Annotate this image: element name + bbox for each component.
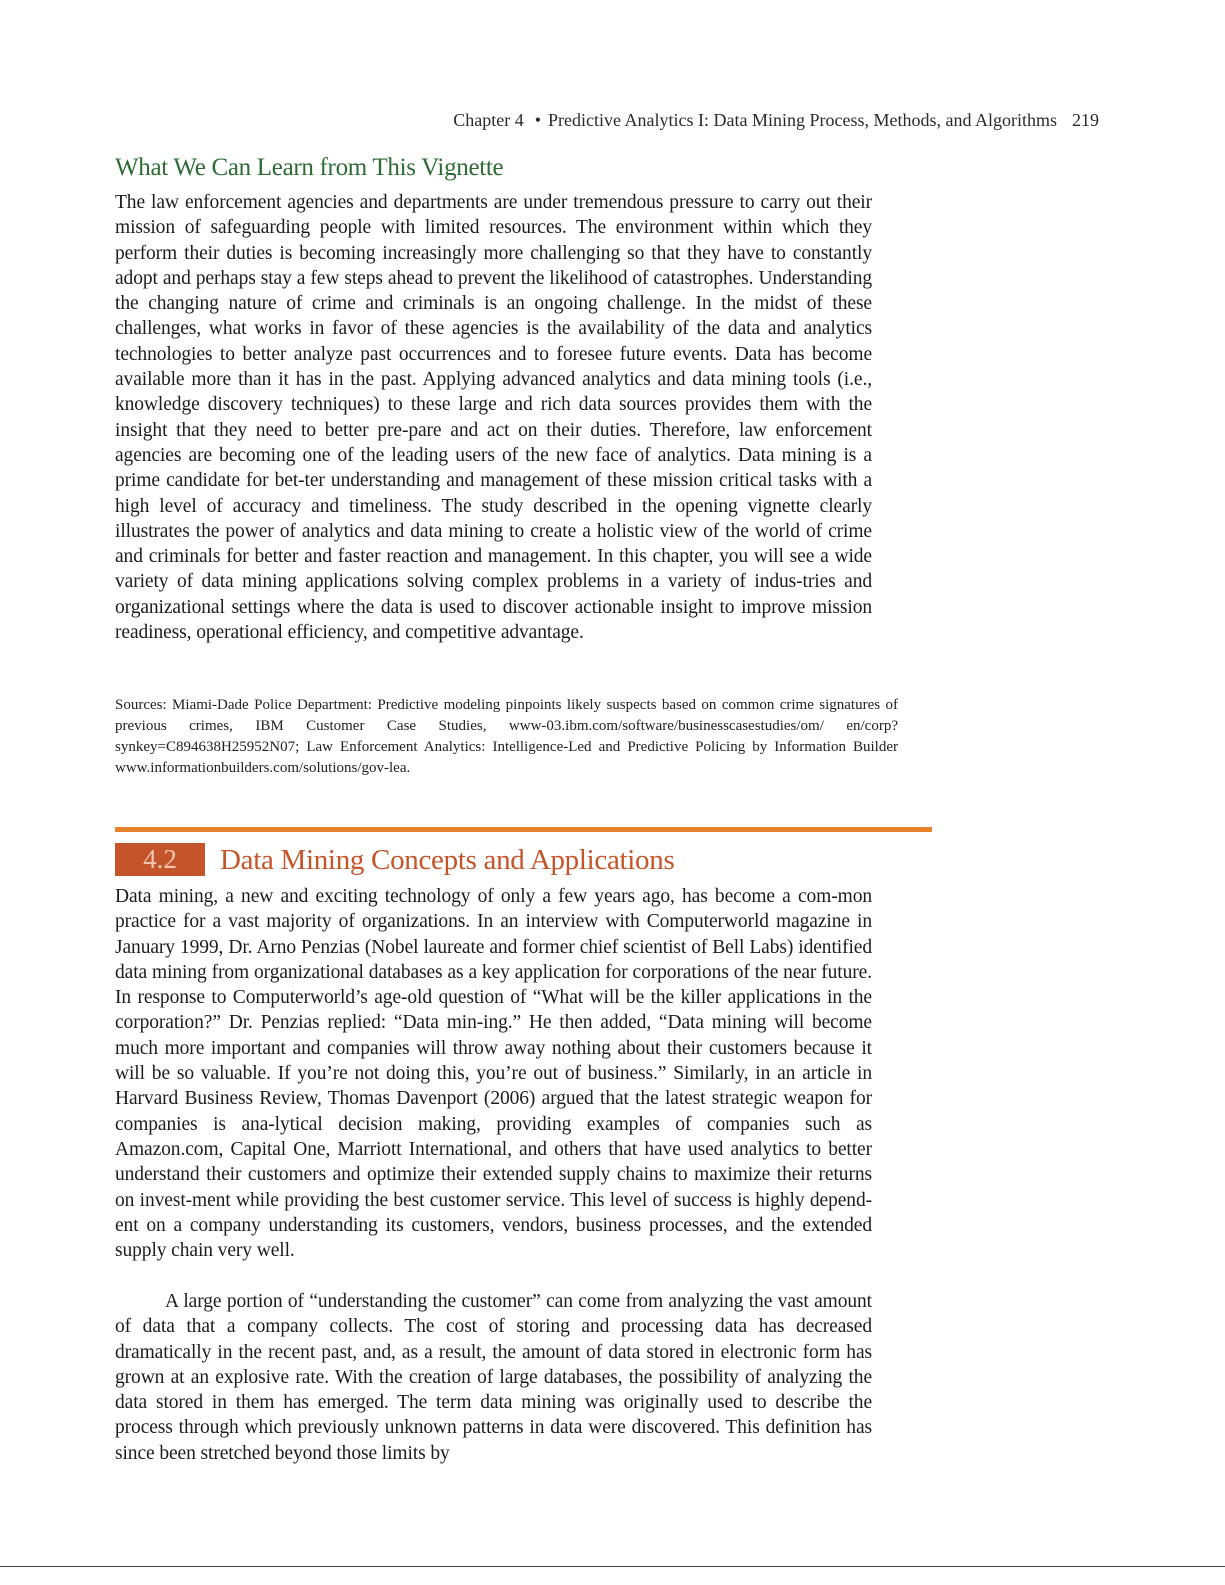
page-number: 219 (1072, 110, 1099, 130)
sources-note: Sources: Miami-Dade Police Department: Predictive modeling pinpoints likely suspects based on common crime signatures of previous crimes, IBM Customer Case Studies, www-03.ibm.com/software/businesscasestudies/om/ en/corp?synkey=C894638H25952N07; Law Enforcement Analytics: Intelligence-Led and Predictive Policing by Information Builder www.informationbuilders.com/solutions/gov-lea. (115, 697, 898, 776)
section-divider (115, 827, 932, 832)
chapter-label: Chapter 4 (453, 110, 524, 130)
section-paragraph-1: Data mining, a new and exciting technology of only a few years ago, has become a com-mon practice for a vast majority of organizations. In an interview with Computerworld magazine in January 1999, Dr. Arno Penzias (Nobel laureate and former chief scientist of Bell Labs) identified data mining from organizational databases as a key application for corporations of the near future. In response to Computerworld’s age-old question of “What will be the killer applications in the corporation?” Dr. Penzias replied: “Data min-ing.” He then added, “Data mining will become much more important and companies will throw away nothing about their customers because it will be so valuable. If you’re not doing this, you’re out of business.” Similarly, in an article in Harvard Business Review, Thomas Davenport (2006) argued that the latest strategic weapon for companies is ana-lytical decision making, providing examples of companies such as Amazon.com, Capital One, Marriott International, and others that have used analytics to better understand their customers and optimize their extended supply chains to maximize their returns on invest-ment while providing the best customer service. This level of success is highly depend-ent on a company understanding its customers, vendors, business processes, and the extended supply chain very well. (115, 886, 872, 1262)
page-bottom-rule (0, 1566, 1225, 1567)
section-title: Data Mining Concepts and Applications (220, 844, 675, 876)
vignette-paragraph: The law enforcement agencies and departments are under tremendous pressure to carry out their mission of safeguarding people with limited resources. The environment within which they perform their duties is becoming increasingly more challenging so that they have to constantly adopt and perhaps stay a few steps ahead to prevent the likelihood of catastrophes. Understanding the changing nature of crime and criminals is an ongoing challenge. In the midst of these challenges, what works in favor of these agencies is the availability of the data and analytics technologies to better analyze past occurrences and to foresee future events. Data has become available more than it has in the past. Applying advanced analytics and data mining tools (i.e., knowledge discovery techniques) to these large and rich data sources provides them with the insight that they need to better pre-pare and act on their duties. Therefore, law enforcement agencies are becoming one of the leading users of the new face of analytics. Data mining is a prime candidate for bet-ter understanding and management of these mission critical tasks with a high level of accuracy and timeliness. The study described in the opening vignette clearly illustrates the power of analytics and data mining to create a holistic view of the world of crime and criminals for better and faster reaction and management. In this chapter, you will see a wide variety of data mining applications solving complex problems in a variety of indus-tries and organizational settings where the data is used to discover actionable insight to improve mission readiness, operational efficiency, and competitive advantage. (115, 192, 872, 644)
running-head (0, 110, 1099, 131)
chapter-title: Predictive Analytics I: Data Mining Process, Methods, and Algorithms (548, 110, 1057, 130)
section-number-badge: 4.2 (115, 843, 205, 876)
bullet-separator: • (534, 110, 542, 130)
section-paragraph-2: A large portion of “understanding the customer” can come from analyzing the vast amount of data that a company collects. The cost of storing and processing data has decreased dramatically in the recent past, and, as a result, the amount of data stored in electronic form has grown at an explosive rate. With the creation of large databases, the possibility of analyzing the data stored in them has emerged. The term data mining was originally used to describe the process through which previously unknown patterns in data were discovered. This definition has since been stretched beyond those limits by (115, 1291, 872, 1464)
vignette-heading: What We Can Learn from This Vignette (115, 154, 504, 181)
